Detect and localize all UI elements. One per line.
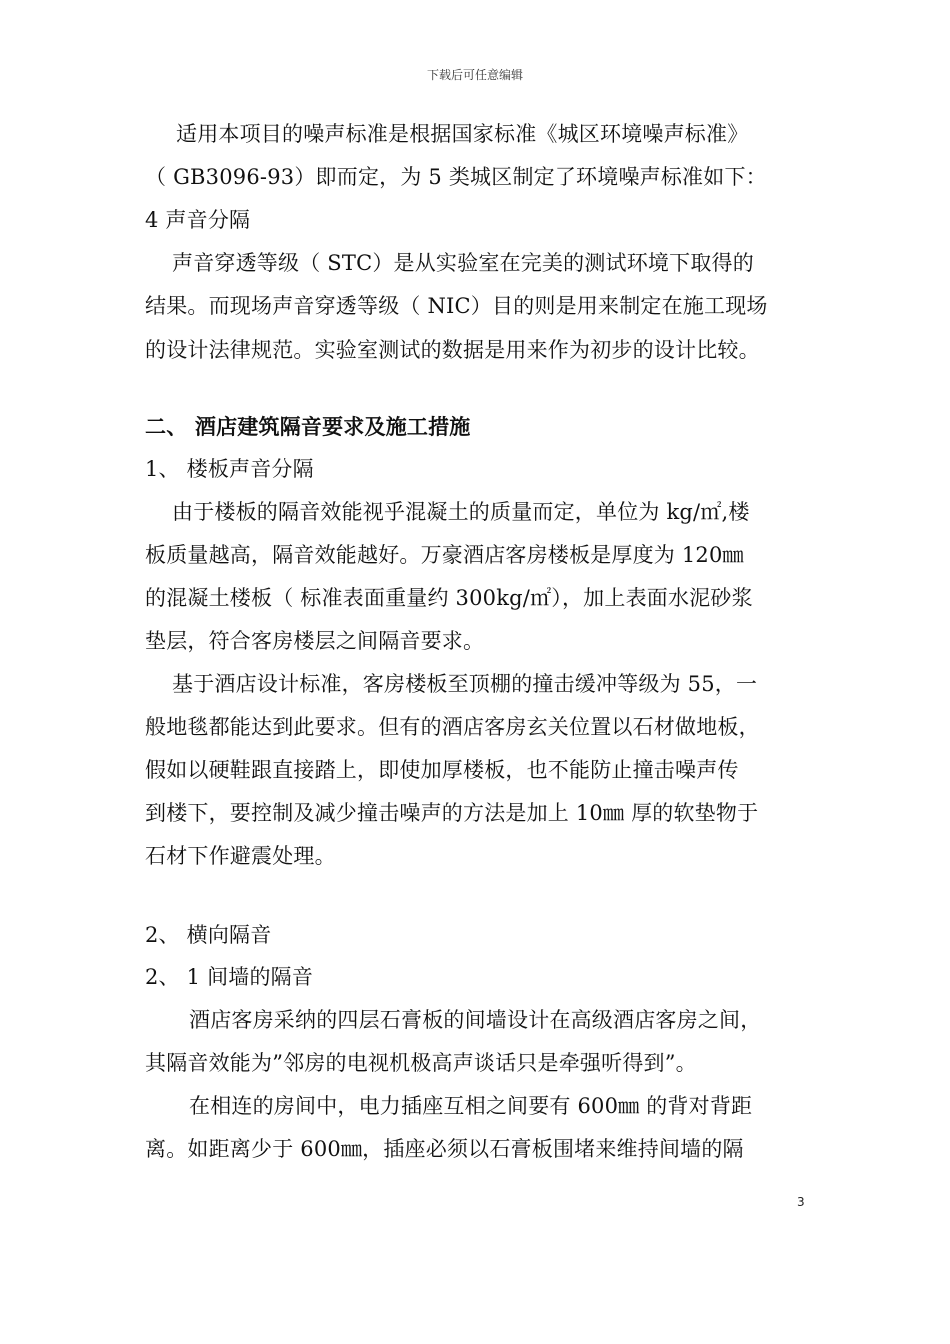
paragraph-line: 在相连的房间中，电力插座互相之间要有 600㎜ 的背对背距 xyxy=(189,1094,753,1118)
paragraph-line: 其隔音效能为”邻房的电视机极高声谈话只是牵强听得到”。 xyxy=(145,1051,697,1075)
paragraph-line: 到楼下，要控制及减少撞击噪声的方法是加上 10㎜ 厚的软垫物于 xyxy=(145,801,759,825)
paragraph-line: 结果。而现场声音穿透等级（ NIC）目的则是用来制定在施工现场 xyxy=(145,294,768,318)
page-number: 3 xyxy=(797,1195,805,1209)
chapter-heading: 二、 酒店建筑隔音要求及施工措施 xyxy=(145,415,471,439)
section-title: 1、 楼板声音分隔 xyxy=(145,457,314,481)
paragraph-line: 垫层，符合客房楼层之间隔音要求。 xyxy=(145,629,485,653)
paragraph-line: 基于酒店设计标准，客房楼板至顶棚的撞击缓冲等级为 55，一 xyxy=(172,672,758,696)
paragraph-line: 适用本项目的噪声标准是根据国家标准《城区环境噪声标准》 xyxy=(176,122,749,146)
section-title: 2、 横向隔音 xyxy=(145,923,272,947)
paragraph-line: 声音穿透等级（ STC）是从实验室在完美的测试环境下取得的 xyxy=(172,251,754,275)
paragraph-line: 石材下作避震处理。 xyxy=(145,844,336,868)
paragraph-line: 假如以硬鞋跟直接踏上，即使加厚楼板，也不能防止撞击噪声传 xyxy=(145,758,739,782)
paragraph-line: 的混凝土楼板（ 标准表面重量约 300kg/㎡），加上表面水泥砂浆 xyxy=(145,586,753,610)
page-header: 下载后可任意编辑 xyxy=(426,68,523,82)
section-title: 2、 1 间墙的隔音 xyxy=(145,965,314,989)
paragraph-line: （ GB3096-93）即而定，为 5 类城区制定了环境噪声标准如下： xyxy=(145,165,767,189)
paragraph-line: 由于楼板的隔音效能视乎混凝土的质量而定，单位为 kg/㎡,楼 xyxy=(172,500,750,524)
section-title: 4 声音分隔 xyxy=(145,208,251,232)
paragraph-line: 的设计法律规范。实验室测试的数据是用来作为初步的设计比较。 xyxy=(145,338,760,362)
paragraph-line: 酒店客房采纳的四层石膏板的间墙设计在高级酒店客房之间， xyxy=(189,1008,762,1032)
paragraph-line: 离。如距离少于 600㎜，插座必须以石膏板围堵来维持间墙的隔 xyxy=(145,1137,744,1161)
paragraph-line: 般地毯都能达到此要求。但有的酒店客房玄关位置以石材做地板， xyxy=(145,715,760,739)
paragraph-line: 板质量越高，隔音效能越好。万豪酒店客房楼板是厚度为 120㎜ xyxy=(145,543,744,567)
